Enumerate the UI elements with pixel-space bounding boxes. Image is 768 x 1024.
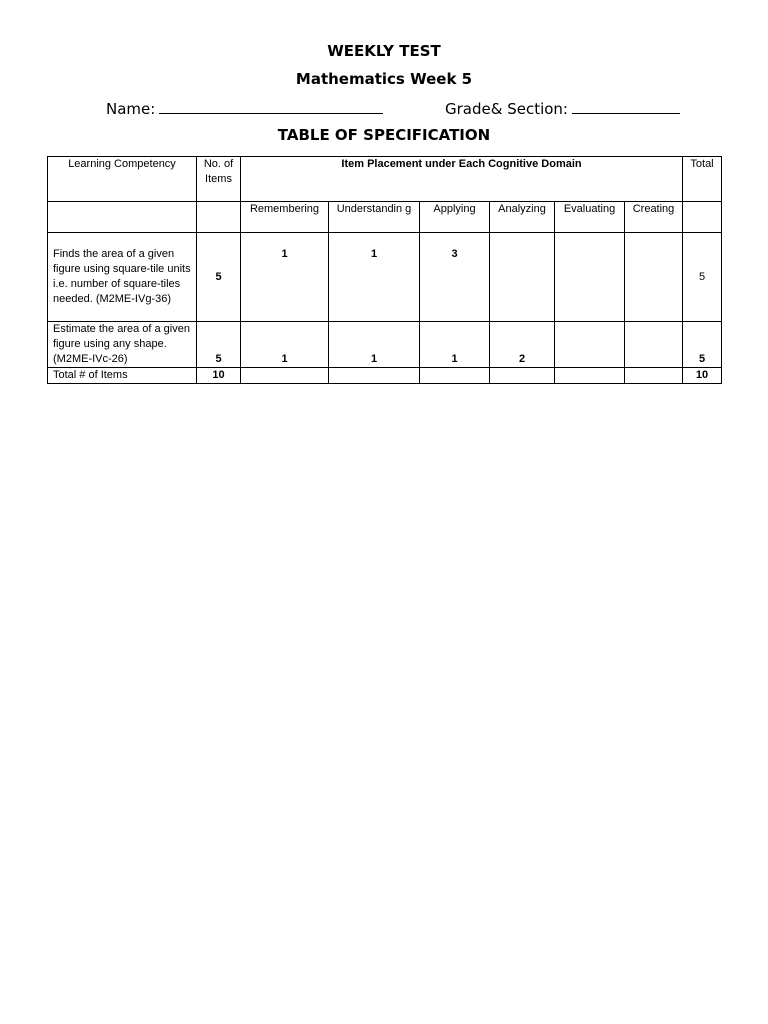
grade-section-blank — [572, 99, 680, 114]
name-label: Name: — [106, 100, 156, 118]
domain-empty-cell — [197, 202, 241, 233]
analyzing-cell: 2 — [490, 322, 555, 368]
domain-remembering: Remembering — [241, 202, 329, 233]
test-subtitle: Mathematics Week 5 — [295, 70, 473, 88]
name-blank — [159, 99, 383, 114]
domain-empty-cell — [683, 202, 722, 233]
specification-table — [47, 156, 722, 384]
header-placement: Item Placement under Each Cognitive Domain — [241, 157, 683, 202]
header-items: No. of Items — [197, 157, 241, 202]
domain-row — [48, 202, 722, 233]
domain-analyzing: Analyzing — [490, 202, 555, 233]
items-cell: 5 — [197, 233, 241, 322]
totals-items: 10 — [197, 368, 241, 384]
test-title: WEEKLY TEST — [327, 42, 441, 60]
competency-cell: Finds the area of a given figure using square-tile units i.e. number of square-tiles needed. (M2ME-IVg-36) — [48, 233, 197, 322]
table-row — [48, 322, 722, 368]
row-total-cell: 5 — [683, 233, 722, 322]
totals-empty-cell — [625, 368, 683, 384]
header-competency: Learning Competency — [48, 157, 197, 202]
understanding-cell: 1 — [329, 322, 420, 368]
evaluating-cell — [555, 322, 625, 368]
items-cell: 5 — [197, 322, 241, 368]
applying-cell: 3 — [420, 233, 490, 322]
table-row — [48, 233, 722, 322]
domain-empty-cell — [48, 202, 197, 233]
name-field — [106, 99, 383, 118]
creating-cell — [625, 233, 683, 322]
section-title: TABLE OF SPECIFICATION — [277, 126, 491, 144]
totals-empty-cell — [555, 368, 625, 384]
grade-section-field — [445, 99, 680, 118]
totals-row — [48, 368, 722, 384]
domain-evaluating: Evaluating — [555, 202, 625, 233]
header-total: Total — [683, 157, 722, 202]
totals-empty-cell — [241, 368, 329, 384]
competency-cell: Estimate the area of a given figure using any shape. (M2ME-IVc-26) — [48, 322, 197, 368]
totals-empty-cell — [420, 368, 490, 384]
totals-empty-cell — [490, 368, 555, 384]
creating-cell — [625, 322, 683, 368]
totals-empty-cell — [329, 368, 420, 384]
domain-applying: Applying — [420, 202, 490, 233]
domain-understanding: Understandin g — [329, 202, 420, 233]
understanding-cell: 1 — [329, 233, 420, 322]
row-total-cell: 5 — [683, 322, 722, 368]
remembering-cell: 1 — [241, 322, 329, 368]
header-row — [48, 157, 722, 202]
applying-cell: 1 — [420, 322, 490, 368]
evaluating-cell — [555, 233, 625, 322]
remembering-cell: 1 — [241, 233, 329, 322]
grade-section-label: Grade& Section: — [445, 100, 568, 118]
analyzing-cell — [490, 233, 555, 322]
totals-label: Total # of Items — [48, 368, 197, 384]
domain-creating: Creating — [625, 202, 683, 233]
totals-total: 10 — [683, 368, 722, 384]
